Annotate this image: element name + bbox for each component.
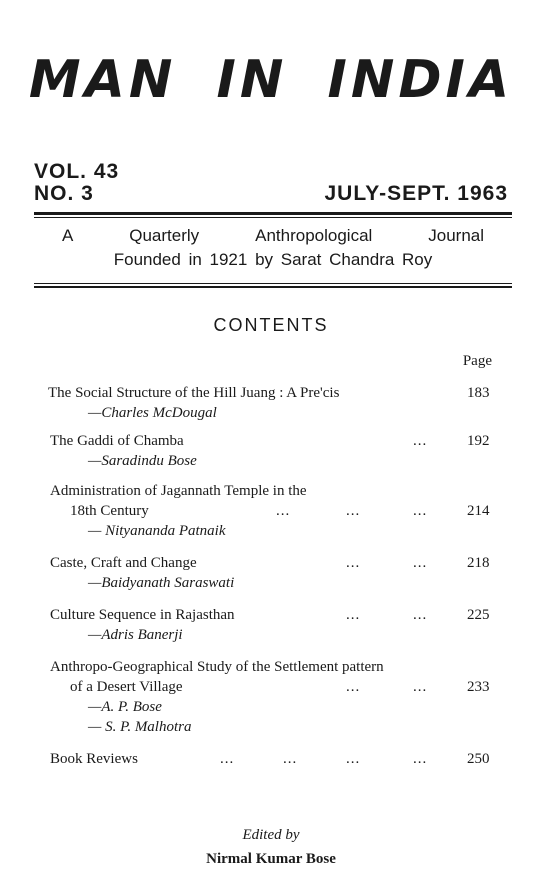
- toc-entry-dots: ...: [413, 751, 428, 767]
- journal-title: MAN IN INDIA: [28, 50, 514, 110]
- issue-number: NO. 3: [34, 182, 94, 205]
- bottom-rule-thick: [34, 286, 512, 288]
- contents-heading: CONTENTS: [213, 315, 329, 335]
- toc-entry-page: 225: [467, 607, 490, 623]
- volume-label: VOL. 43: [34, 160, 120, 183]
- toc-entry-page: 233: [467, 679, 490, 695]
- edited-by-label: Edited by: [242, 827, 300, 843]
- subtitle-word: Quarterly: [129, 226, 200, 245]
- editor-name: Nirmal Kumar Bose: [206, 851, 336, 867]
- toc-entry-dots: ...: [346, 607, 361, 623]
- toc-entry-title: Administration of Jagannath Temple in the: [50, 483, 307, 499]
- toc-entry-dots: ...: [346, 503, 361, 519]
- founded-line: Founded in 1921 by Sarat Chandra Roy: [113, 250, 433, 269]
- toc-entry-dots: ...: [413, 679, 428, 695]
- toc-entry-page: 192: [467, 433, 490, 449]
- toc-entry-title: Culture Sequence in Rajasthan: [50, 607, 235, 623]
- toc-entry-dots: ...: [346, 679, 361, 695]
- journal-subtitle: [34, 226, 512, 246]
- toc-entry-title: The Gaddi of Chamba: [50, 433, 184, 449]
- toc-entry-title: The Social Structure of the Hill Juang : A Pre'cis: [48, 385, 340, 401]
- toc-entry-dots: ...: [220, 751, 235, 767]
- toc-entry-dots: ...: [346, 555, 361, 571]
- toc-entry-author: —Adris Banerji: [88, 627, 183, 643]
- toc-entry-page: 250: [467, 751, 490, 767]
- toc-entry-page: 214: [467, 503, 490, 519]
- bottom-rule-thin: [34, 283, 512, 284]
- toc-entry-dots: ...: [283, 751, 298, 767]
- toc-entry-title: Caste, Craft and Change: [50, 555, 197, 571]
- subtitle-word: A: [61, 226, 74, 245]
- toc-entry-author: —Charles McDougal: [88, 405, 217, 421]
- toc-entry-author: —Saradindu Bose: [88, 453, 197, 469]
- issue-date: JULY-SEPT. 1963: [324, 182, 508, 205]
- toc-entry-dots: ...: [346, 751, 361, 767]
- toc-entry-author: — S. P. Malhotra: [88, 719, 192, 735]
- toc-entry-title: Book Reviews: [50, 751, 138, 767]
- page-column-label: Page: [462, 353, 492, 369]
- subtitle-word: Journal: [428, 226, 485, 245]
- toc-entry-page: 218: [467, 555, 490, 571]
- top-rule-thin: [34, 217, 512, 218]
- toc-entry-author: —Baidyanath Saraswati: [88, 575, 235, 591]
- top-rule-thick: [34, 212, 512, 215]
- toc-entry-author: — Nityananda Patnaik: [88, 523, 226, 539]
- toc-entry-dots: ...: [413, 555, 428, 571]
- toc-entry-title: Anthropo-Geographical Study of the Settlement pattern: [50, 659, 384, 675]
- toc-entry-title-cont: of a Desert Village: [70, 679, 183, 695]
- toc-entry-page: 183: [467, 385, 490, 401]
- toc-entry-dots: ...: [413, 433, 428, 449]
- toc-entry-dots: ...: [413, 607, 428, 623]
- subtitle-word: Anthropological: [255, 226, 373, 245]
- toc-entry-dots: ...: [413, 503, 428, 519]
- toc-entry-dots: ...: [276, 503, 291, 519]
- toc-entry-title-cont: 18th Century: [70, 503, 149, 519]
- toc-entry-author: —A. P. Bose: [88, 699, 162, 715]
